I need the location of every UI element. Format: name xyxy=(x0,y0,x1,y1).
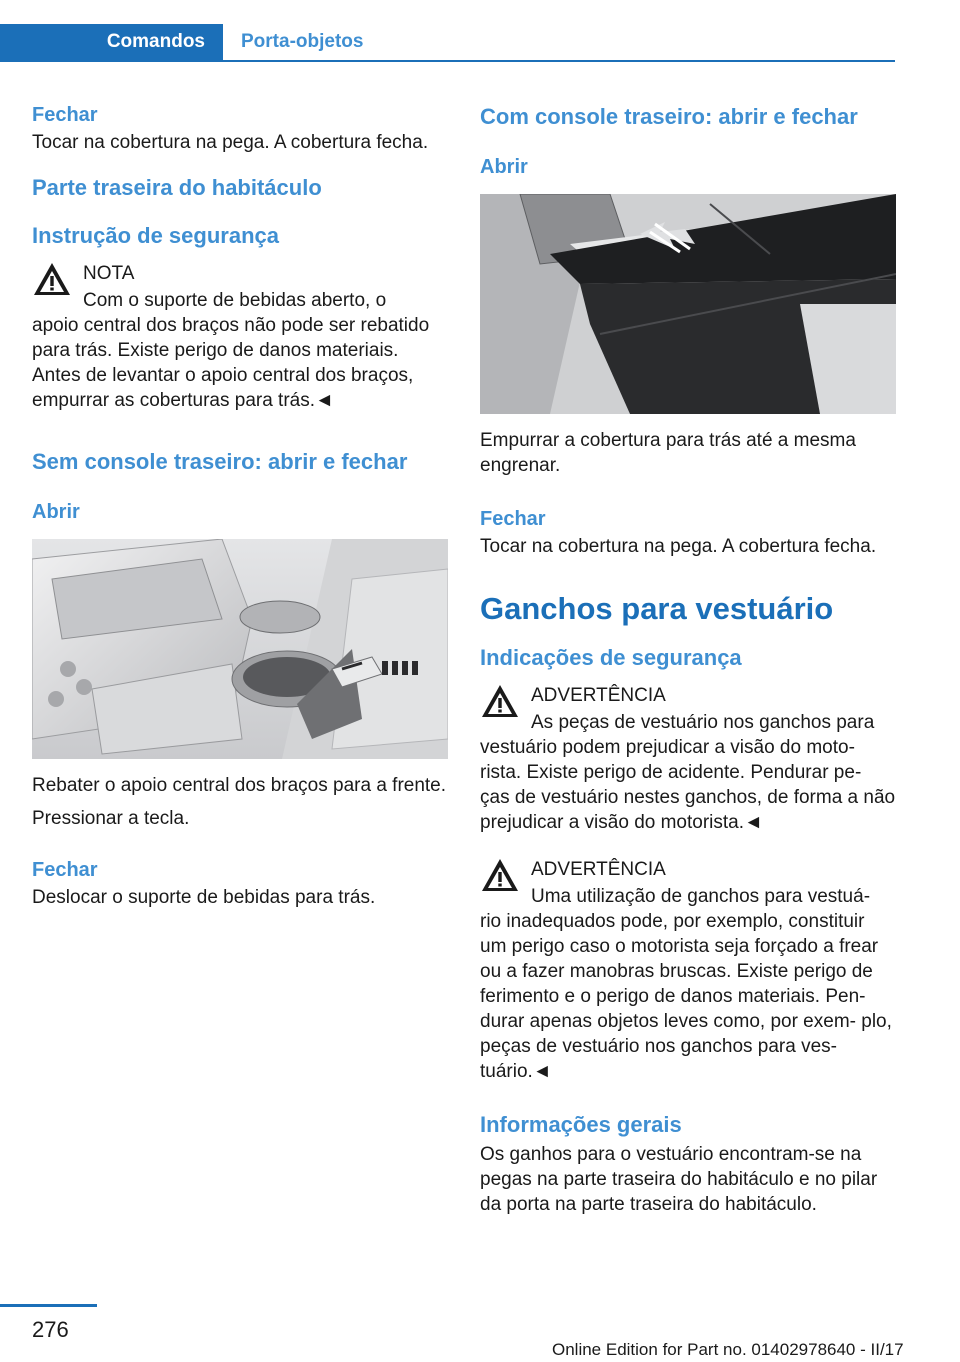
section-heading: Parte traseira do habitáculo xyxy=(32,175,322,200)
warning-icon xyxy=(480,857,520,893)
warning-text: apoio central dos braços não pode ser rebatido para trás. Existe perigo de danos materiais. Antes de levantar o apoio central dos braços, empurrar as coberturas para trás.◄ xyxy=(32,315,430,411)
hooks-heading: Ganchos para vestuário xyxy=(480,591,834,626)
figure-caption-2: Pressionar a tecla. xyxy=(32,808,190,829)
console-illustration xyxy=(480,194,896,414)
warning-text: vestuário podem prejudicar a visão do moto- rista. Existe perigo de acidente. Pendurar pe- ças de vestuário nestes ganchos, de forma a não prejudicar a visão do motorista.◄ xyxy=(480,737,896,833)
fechar-text-left: Deslocar o suporte de bebidas para trás. xyxy=(32,887,376,908)
console-caption: Empurrar a cobertura para trás até a mesma engrenar. xyxy=(480,430,856,476)
abrir-heading-left: Abrir xyxy=(32,501,80,523)
right-column xyxy=(480,96,896,1217)
tab-porta-objetos[interactable]: Porta-objetos xyxy=(241,31,364,52)
warning-advertencia-2 xyxy=(480,857,896,1084)
warning-first-line: Uma utilização de ganchos para vestuá- xyxy=(531,886,871,907)
page-number: 276 xyxy=(32,1317,69,1342)
footer-rule xyxy=(0,1304,97,1307)
cupholder-illustration xyxy=(32,539,448,759)
edition-note: Online Edition for Part no. 01402978640 - II/17 xyxy=(552,1340,904,1359)
fechar-text-top: Tocar na cobertura na pega. A cobertura fecha. xyxy=(32,132,429,153)
figure-caption-1: Rebater o apoio central dos braços para a frente. xyxy=(32,775,447,796)
fechar-heading-top: Fechar xyxy=(32,104,98,126)
warning-first-line: Com o suporte de bebidas aberto, o xyxy=(83,290,387,311)
console-figure xyxy=(480,194,896,414)
cupholder-figure xyxy=(32,539,448,759)
tab-comandos[interactable]: Comandos xyxy=(0,24,223,60)
header-rule xyxy=(0,60,895,62)
fechar-heading-left: Fechar xyxy=(32,859,98,881)
warning-advertencia-1 xyxy=(480,683,896,835)
safety-indications-heading: Indicações de segurança xyxy=(480,645,742,670)
console-heading: Com console traseiro: abrir e fechar xyxy=(480,104,858,129)
fechar-text-right: Tocar na cobertura na pega. A cobertura fecha. xyxy=(480,536,877,557)
general-info-text: Os ganhos para o vestuário encontram-se na pegas na parte traseira do habitáculo e no pilar da porta na parte traseira do habitáculo. xyxy=(480,1144,878,1215)
warning-title: ADVERTÊNCIA xyxy=(531,859,666,880)
warning-text: rio inadequados pode, por exemplo, constituir um perigo caso o motorista seja forçado a frear ou a fazer manobras bruscas. Existe perigo de ferimento e o perigo de danos materiais. Pen- durar apenas objetos leves como, por exem- plo, peças de vestuário nos ganchos para ves- tuário.◄ xyxy=(480,911,892,1082)
warning-icon xyxy=(480,683,520,719)
warning-first-line: As peças de vestuário nos ganchos para xyxy=(531,712,875,733)
safety-heading: Instrução de segurança xyxy=(32,223,279,248)
warning-note xyxy=(32,261,448,413)
fechar-heading-right: Fechar xyxy=(480,508,546,530)
warning-title: NOTA xyxy=(83,263,135,284)
abrir-heading-right: Abrir xyxy=(480,156,528,178)
no-console-heading: Sem console traseiro: abrir e fechar xyxy=(32,449,408,474)
header-tabs xyxy=(0,24,895,62)
warning-icon xyxy=(32,261,72,297)
warning-title: ADVERTÊNCIA xyxy=(531,685,666,706)
general-info-heading: Informações gerais xyxy=(480,1112,682,1137)
left-column xyxy=(32,96,448,910)
